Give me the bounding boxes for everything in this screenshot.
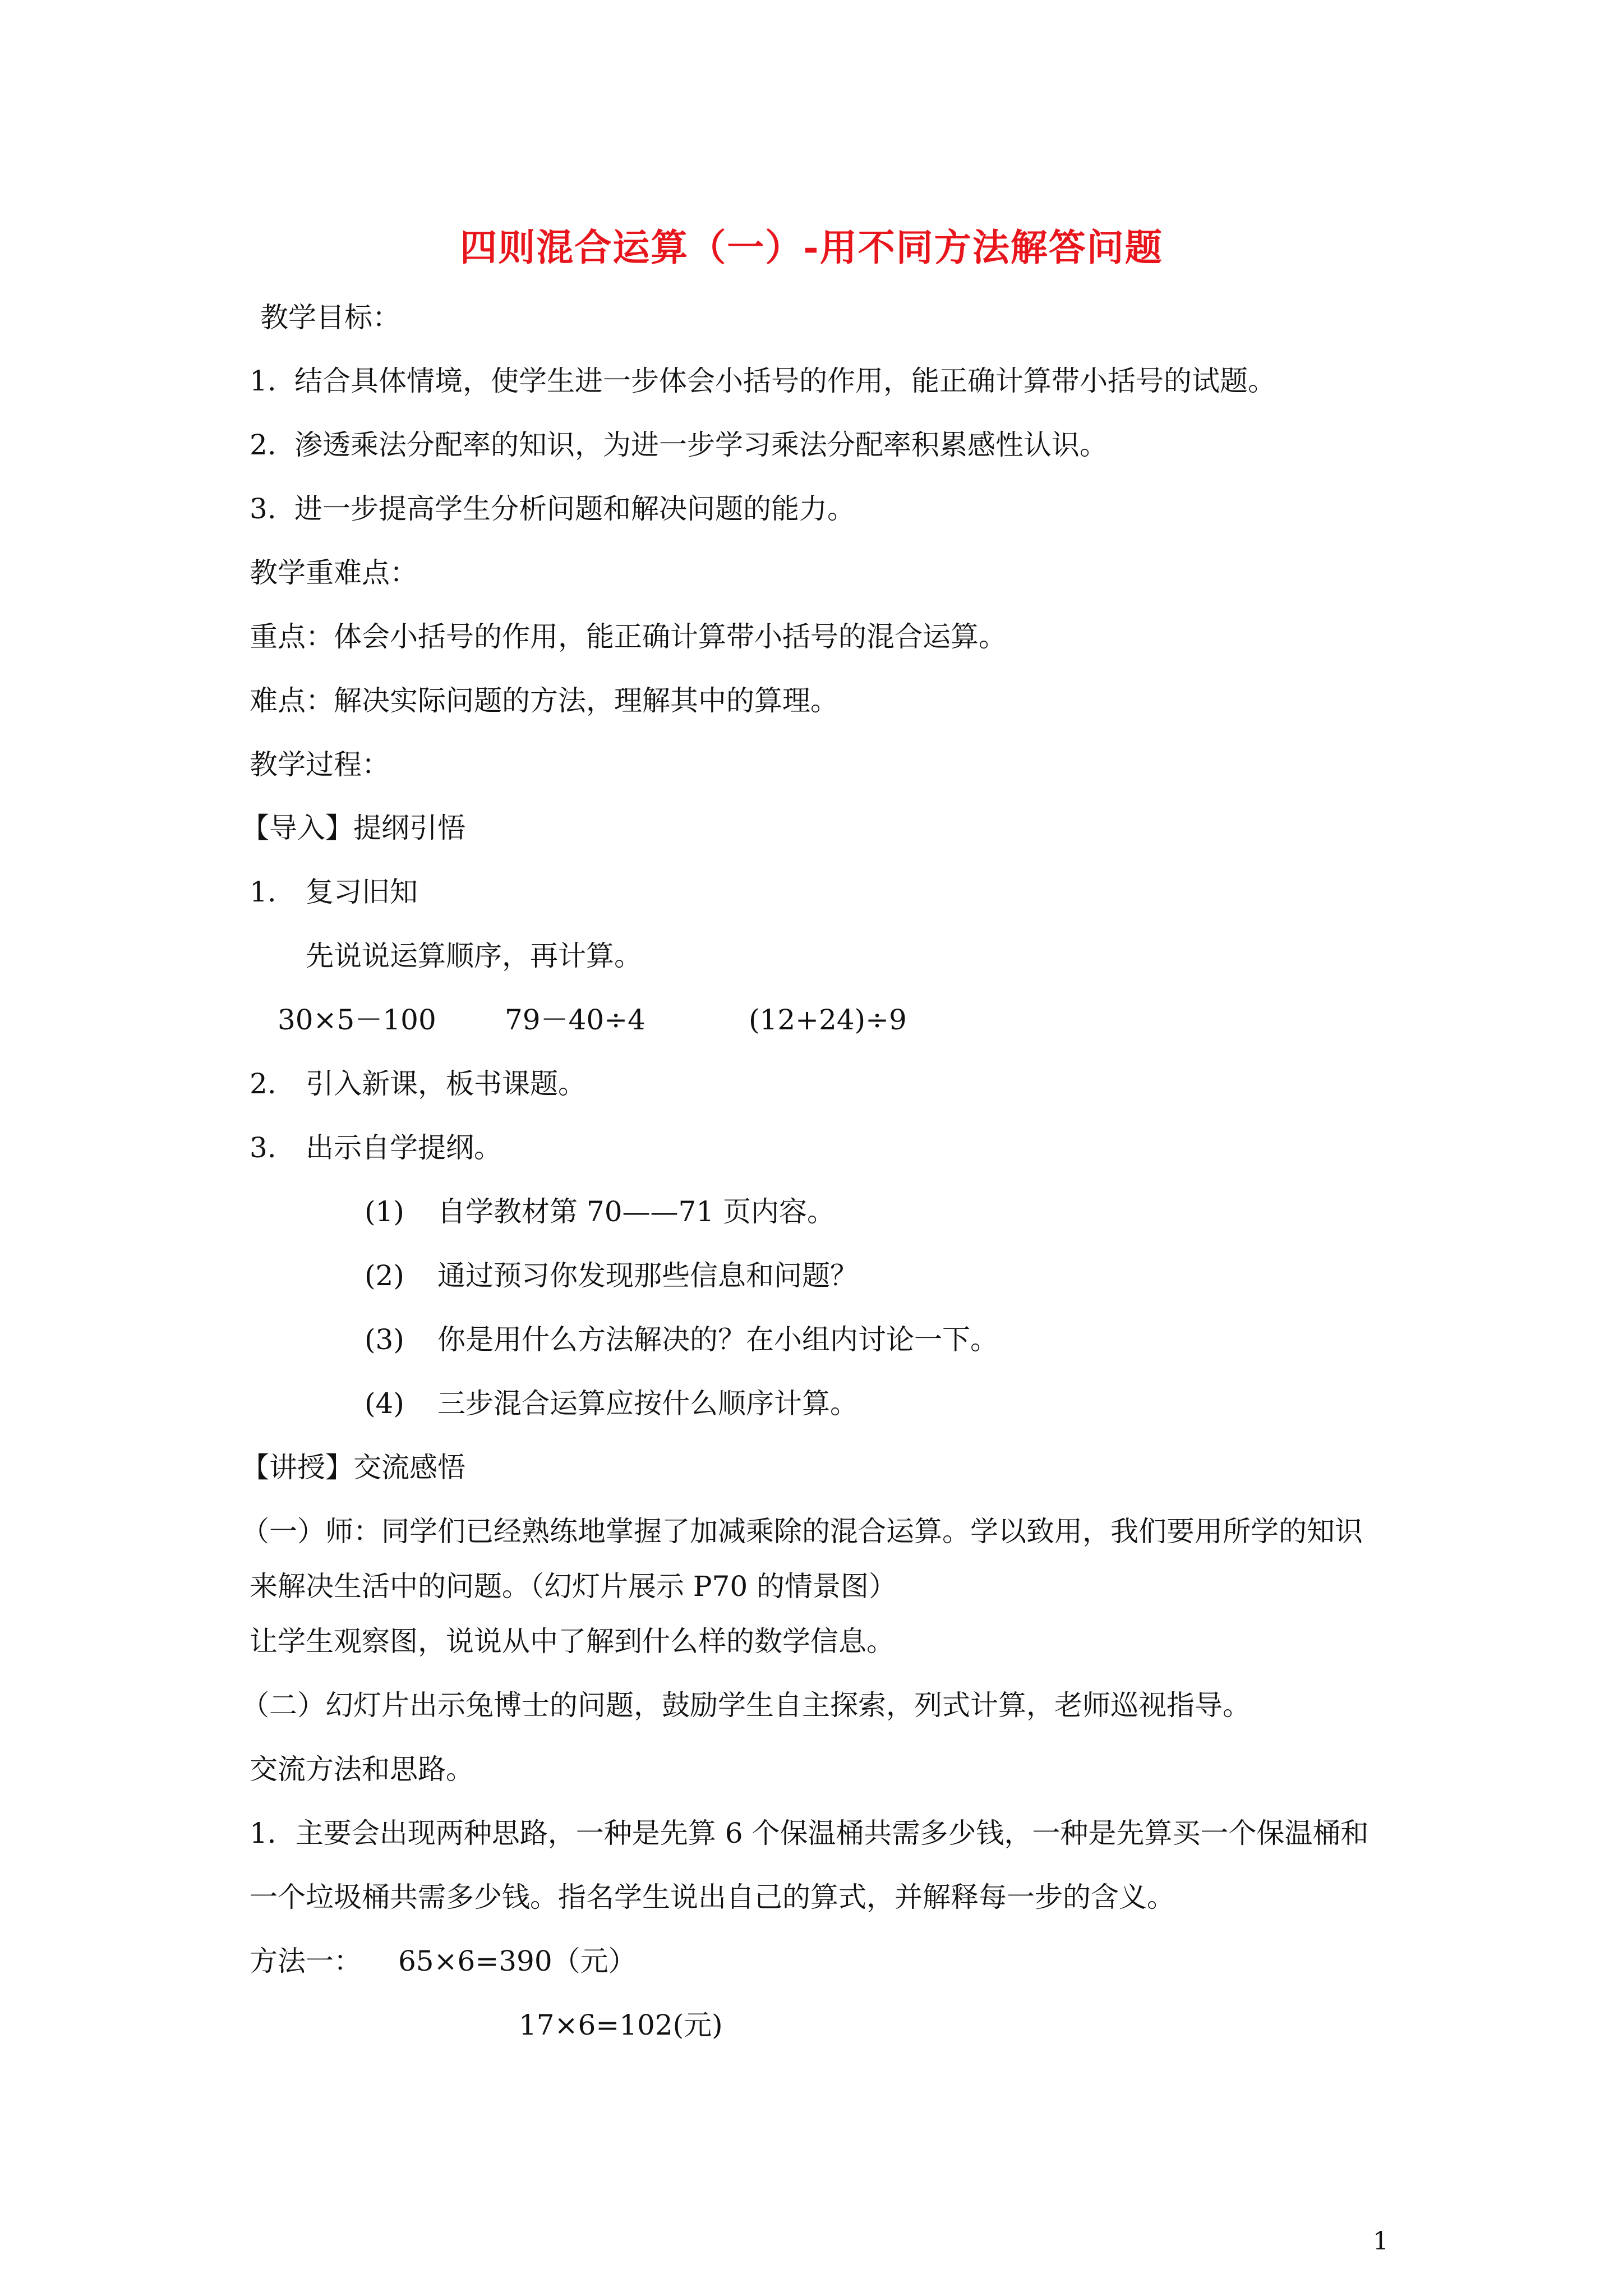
step-number: 3.	[250, 1131, 276, 1164]
lecture-section-heading: 【讲授】交流感悟	[241, 1451, 465, 1484]
outline-text: 自学教材第 70——71 页内容。	[437, 1195, 836, 1228]
outline-text: 三步混合运算应按什么顺序计算。	[437, 1387, 858, 1420]
intro-section-heading: 【导入】提纲引悟	[241, 812, 465, 844]
part-1-line-1: （一）师：同学们已经熟练地掌握了加减乘除的混合运算。学以致用，我们要用所学的知识	[241, 1515, 1363, 1548]
page-number: 1	[1373, 2227, 1389, 2256]
step-text: 引入新课，板书课题。	[306, 1068, 586, 1100]
outline-item-3	[365, 1322, 998, 1357]
step-3	[250, 1130, 502, 1165]
objective-text: 渗透乘法分配率的知识，为进一步学习乘法分配率积累感性认识。	[294, 429, 1108, 461]
process-heading: 教学过程：	[250, 748, 390, 781]
objective-text: 进一步提高学生分析问题和解决问题的能力。	[294, 493, 855, 525]
objective-number: 2.	[250, 429, 276, 461]
outline-item-1	[365, 1194, 835, 1229]
step-1-instruction: 先说说运算顺序，再计算。	[306, 940, 642, 972]
outline-item-4	[365, 1386, 858, 1421]
review-expression-2: 79－40÷4	[505, 1004, 645, 1036]
focus-point: 重点：体会小括号的作用，能正确计算带小括号的混合运算。	[250, 620, 1007, 653]
objective-text: 结合具体情境，使学生进一步体会小括号的作用，能正确计算带小括号的试题。	[294, 365, 1276, 397]
review-expression-1: 30×5－100	[278, 1004, 436, 1036]
review-expression-3: (12+24)÷9	[749, 1004, 907, 1036]
step-2	[250, 1066, 586, 1101]
objective-number: 1.	[250, 365, 276, 397]
objective-item-3	[250, 491, 855, 526]
objectives-heading: 教学目标：	[260, 301, 400, 334]
part-2: （二）幻灯片出示兔博士的问题，鼓励学生自主探索，列式计算，老师巡视指导。	[241, 1689, 1251, 1722]
objective-item-1	[250, 364, 1276, 398]
idea-line-2: 一个垃圾桶共需多少钱。指名学生说出自己的算式，并解释每一步的含义。	[250, 1881, 1175, 1913]
exchange-note: 交流方法和思路。	[250, 1753, 474, 1786]
idea-line-1: 1．主要会出现两种思路，一种是先算 6 个保温桶共需多少钱，一种是先算买一个保温桶和	[250, 1817, 1369, 1849]
step-text: 出示自学提纲。	[306, 1131, 502, 1164]
outline-item-2	[365, 1258, 858, 1293]
outline-text: 通过预习你发现那些信息和问题？	[437, 1259, 858, 1292]
key-points-heading: 教学重难点：	[250, 556, 418, 589]
outline-number: (3)	[365, 1323, 404, 1356]
part-1-line-2: 来解决生活中的问题。（幻灯片展示 P70 的情景图）	[250, 1570, 897, 1603]
step-number: 2.	[250, 1068, 276, 1100]
method-1-calculation-1: 65×6=390（元）	[398, 1945, 637, 1977]
objective-item-2	[250, 427, 1108, 462]
method-1-calculation-2: 17×6=102(元)	[519, 2009, 723, 2041]
observe-instruction: 让学生观察图，说说从中了解到什么样的数学信息。	[250, 1625, 895, 1658]
objective-number: 3.	[250, 493, 276, 525]
outline-text: 你是用什么方法解决的？在小组内讨论一下。	[437, 1323, 998, 1356]
difficulty-point: 难点：解决实际问题的方法，理解其中的算理。	[250, 684, 838, 717]
step-1	[250, 875, 418, 909]
outline-number: (2)	[365, 1259, 404, 1292]
step-number: 1.	[250, 876, 276, 908]
step-text: 复习旧知	[306, 876, 418, 908]
method-1-label: 方法一：	[250, 1945, 362, 1977]
outline-number: (1)	[365, 1195, 404, 1228]
outline-number: (4)	[365, 1387, 404, 1420]
document-title: 四则混合运算（一）-用不同方法解答问题	[460, 226, 1163, 269]
